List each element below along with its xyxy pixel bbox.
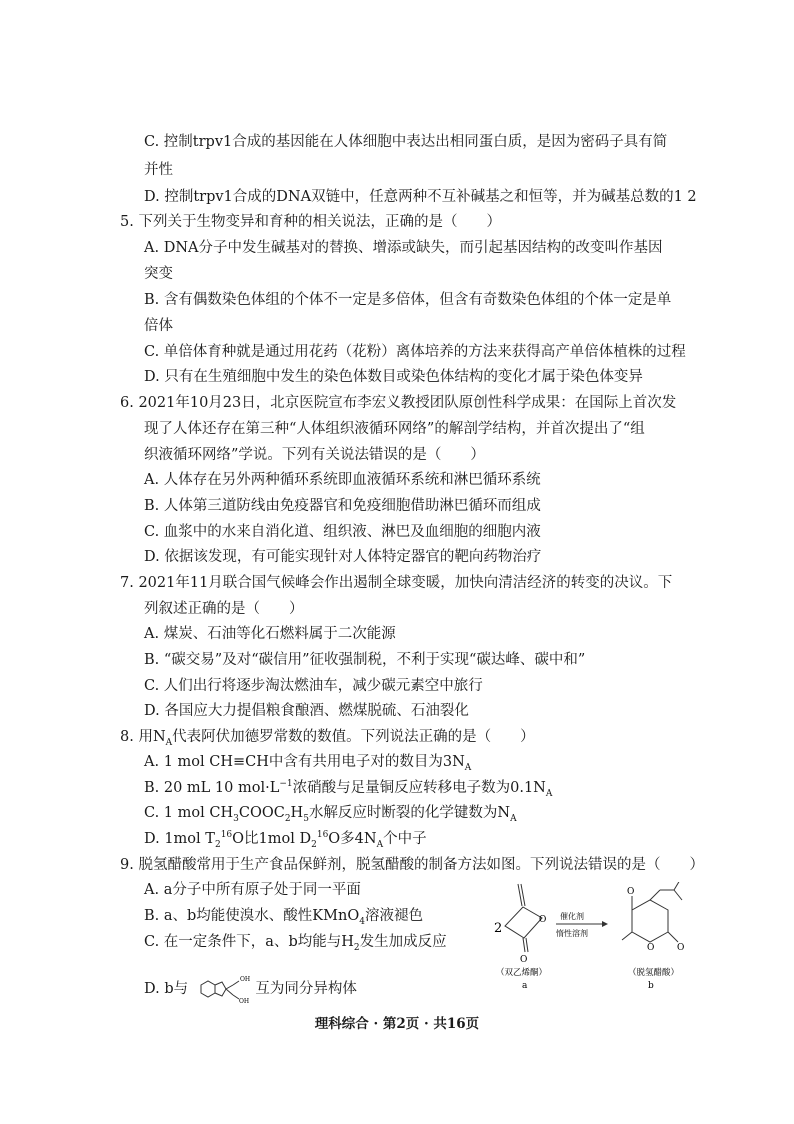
q9-option-c: C. 在一定条件下，a、b均能与$H_2$发生加成反应: [144, 934, 447, 953]
reaction-scheme-figure: [492, 882, 722, 992]
text-line-q5c: C. 单倍体育种就是通过用花药（花粉）离体培养的方法来获得高产单倍体植株的过程: [144, 344, 686, 360]
text-line-q7a: A. 煤炭、石油等化石燃料属于二次能源: [144, 626, 396, 642]
text-line-q6l3: 织液循环网络”学说。下列有关说法错误的是（ ）: [144, 447, 485, 463]
text-line-q5b1: B. 含有偶数染色体组的个体不一定是多倍体，但含有奇数染色体组的个体一定是单: [144, 292, 672, 308]
text-line-q6c: C. 血浆中的水来自消化道、组织液、淋巴及血细胞的细胞内液: [144, 524, 541, 540]
text-line-q7l2: 列叙述正确的是（ ）: [144, 601, 304, 617]
compound-b-name: （脱氢醋酸）: [628, 968, 680, 978]
text-line-q6d: D. 依据该发现，有可能实现针对人体特定器官的靶向药物治疗: [144, 549, 542, 565]
text-line-q5a2: 突变: [144, 266, 173, 282]
text-line-q7c: C. 人们出行将逐步淘汰燃油车，减少碳元素空中旅行: [144, 678, 483, 694]
text-line-c4d: D. 控制trpv1合成的DNA双链中，任意两种不互补碱基之和恒等，并为碱基总数的1 2: [144, 189, 697, 205]
diketene-structure: [505, 884, 546, 965]
text-line-q7d: D. 各国应大力提倡粮食酿酒、燃煤脱硫、石油裂化: [144, 703, 469, 719]
text-line-q6b: B. 人体第三道防线由免疫器官和免疫细胞借助淋巴循环而组成: [144, 498, 541, 514]
text-line-q7b: B. “碳交易”及对“碳信用”征收强制税，不利于实现“碳达峰、碳中和”: [144, 652, 586, 668]
q8-option-d: D. 1mol $T_2^{16}O$比1mol $D_2^{16}O$多$4N_A$个中子: [144, 830, 427, 850]
dehydroacetic-acid-structure: [622, 882, 684, 953]
text-line-c4c2: 并性: [144, 162, 173, 178]
q8-option-c: C. 1 mol $CH_3COOC_2H_5$水解反应时断裂的化学键数为$N_A$: [144, 805, 517, 824]
ring-oxygen-b-label: O: [647, 943, 655, 953]
ring-oxygen-label: O: [539, 915, 547, 925]
text-line-q5: 5. 下列关于生物变异和育种的相关说法，正确的是（ ）: [120, 214, 501, 230]
q9-option-a: A. a分子中所有原子处于同一平面: [144, 882, 361, 898]
q9-stem: 9. 脱氢醋酸常用于生产食品保鲜剂，脱氢醋酸的制备方法如图。下列说法错误的是（ ）: [120, 857, 704, 873]
carbonyl-oxygen-label: O: [520, 955, 528, 965]
q8-option-b: B. 20 mL 10 $mol\cdot L^{-1}$浓硝酸与足量铜反应转移电子数为$0.1N_A$: [144, 779, 553, 799]
text-line-q6a: A. 人体存在另外两种循环系统即血液循环系统和淋巴循环系统: [144, 472, 541, 488]
q9-option-d: D. b与 OH OH 互为同分异构体: [144, 973, 357, 1005]
ketone-oxygen-label: O: [627, 887, 635, 897]
page-footer: 理科综合 · 第2页 · 共16页: [314, 1016, 480, 1032]
solvent-label: 惰性溶剂: [556, 929, 588, 938]
text-line-q6l2: 现了人体还存在第三种“人体组织液循环网络”的解剖学结构，并首次提出了“组: [144, 421, 645, 437]
compound-a-label: a: [522, 981, 528, 991]
compound-b-label: b: [648, 981, 654, 991]
oh-label-top: OH: [239, 976, 250, 983]
compound-a-name: （双乙烯酮）: [496, 968, 548, 978]
coefficient-label: 2: [494, 921, 503, 936]
q8-stem: 8. 用$N_A$代表阿伏加德罗常数的数值。下列说法正确的是（ ）: [120, 729, 535, 748]
text-line-c4c1: C. 控制trpv1合成的基因能在人体细胞中表达出相同蛋白质，是因为密码子具有简: [144, 134, 668, 150]
text-line-q7l1: 7. 2021年11月联合国气候峰会作出遏制全球变暖，加快向清洁经济的转变的决议。下: [120, 575, 673, 591]
oh-label-bottom: OH: [238, 998, 249, 1005]
text-line-q6l1: 6. 2021年10月23日，北京医院宣布李宏义教授团队原创性科学成果：在国际上首次发: [120, 395, 677, 411]
catalyst-label: 催化剂: [560, 912, 584, 921]
isomer-structure-figure: [193, 973, 251, 1005]
text-line-q5a1: A. DNA分子中发生碱基对的替换、增添或缺失，而引起基因结构的改变叫作基因: [144, 240, 663, 256]
text-line-q5b2: 倍体: [144, 318, 173, 334]
q9-option-b: B. a、b均能使溴水、酸性KMnO$_4$溶液褪色: [144, 908, 423, 927]
text-line-q5d: D. 只有在生殖细胞中发生的染色体数目或染色体结构的变化才属于染色体变异: [144, 369, 643, 385]
q8-option-a: A. 1 mol CH≡CH中含有共用电子对的数目为$3N_A$: [144, 754, 472, 773]
lactone-carbonyl-oxygen-label: O: [677, 943, 685, 953]
